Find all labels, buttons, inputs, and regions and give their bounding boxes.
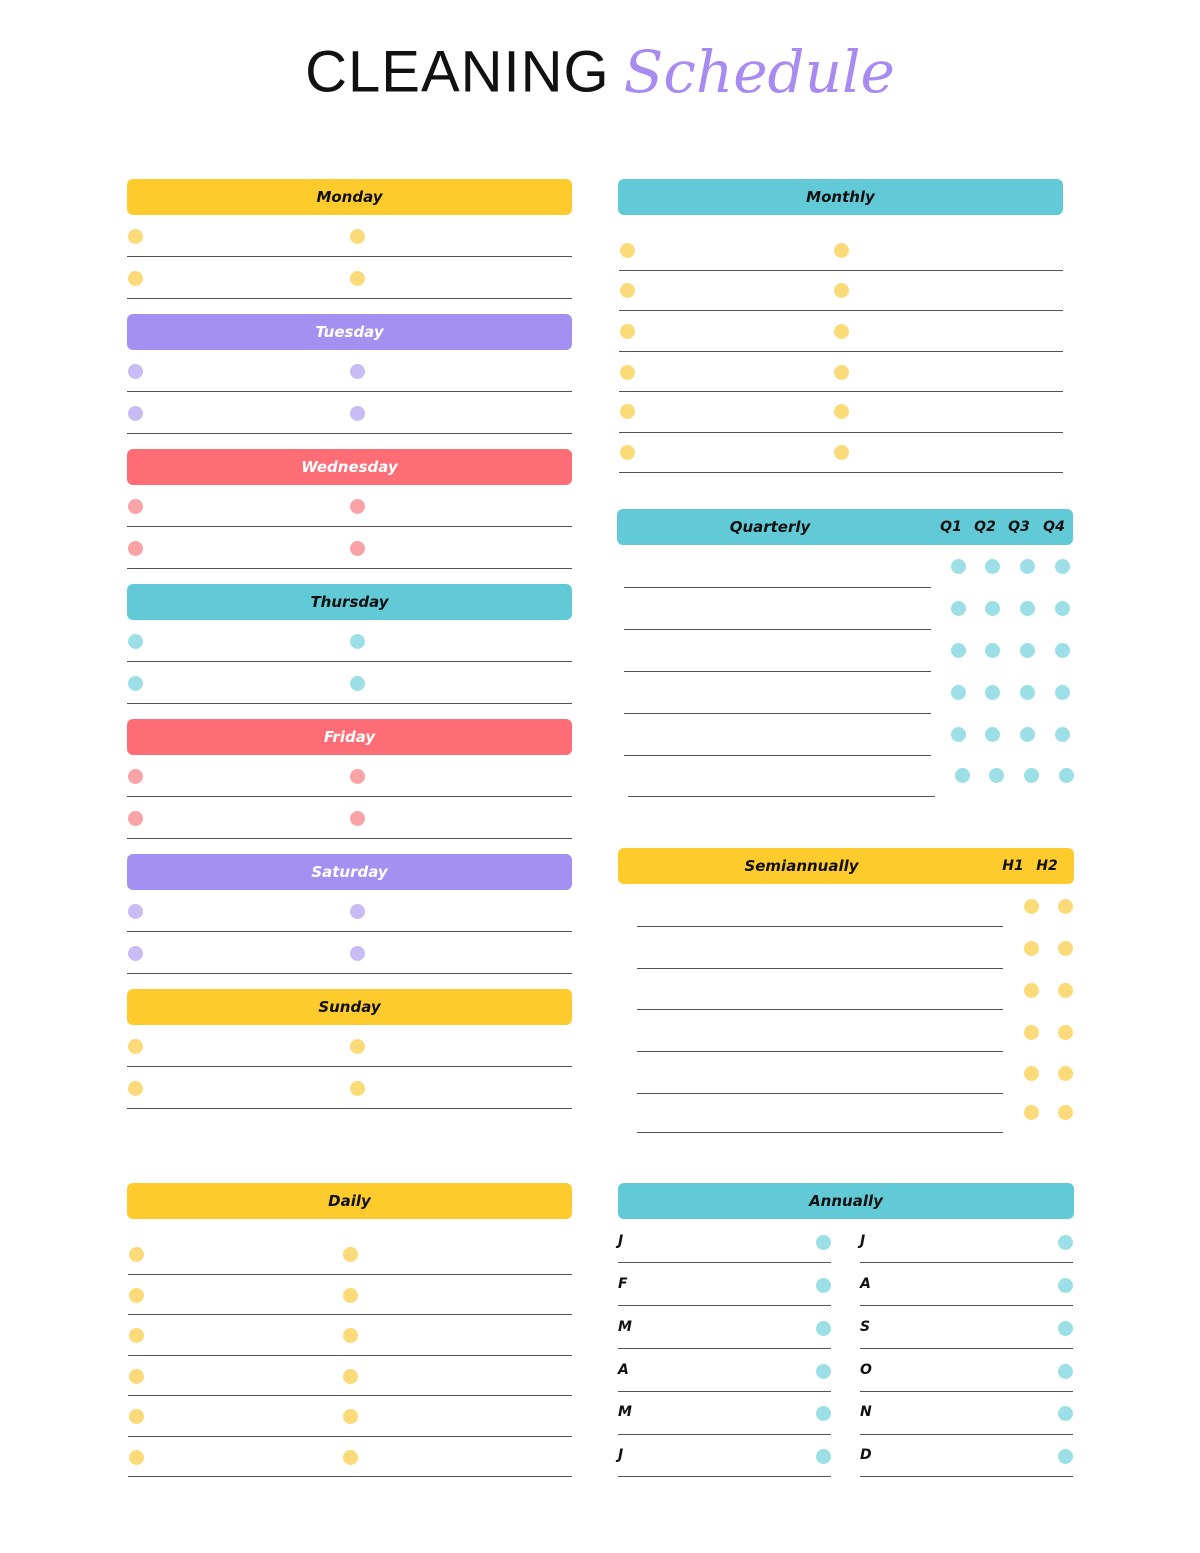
checkbox-dot[interactable] xyxy=(1024,983,1039,998)
weekday-label: Thursday xyxy=(310,593,389,611)
checkbox-dot[interactable] xyxy=(343,1247,358,1262)
writing-line[interactable] xyxy=(637,1093,1003,1094)
checkbox-dot[interactable] xyxy=(1058,1449,1073,1464)
month-initial: J xyxy=(618,1447,624,1463)
writing-line[interactable] xyxy=(860,1262,1073,1263)
writing-line[interactable] xyxy=(127,796,572,797)
quarter-q2: Q2 xyxy=(974,519,996,535)
writing-line[interactable] xyxy=(128,1476,572,1477)
writing-line[interactable] xyxy=(619,351,1063,352)
writing-line[interactable] xyxy=(860,1476,1073,1477)
writing-line[interactable] xyxy=(128,1436,572,1437)
writing-line[interactable] xyxy=(128,1274,572,1275)
checkbox-dot[interactable] xyxy=(620,365,635,380)
weekday-label: Tuesday xyxy=(315,323,384,341)
month-initial: J xyxy=(618,1233,624,1249)
month-initial: O xyxy=(860,1362,872,1378)
weekday-header-sunday xyxy=(127,989,572,1025)
checkbox-dot[interactable] xyxy=(1020,685,1035,700)
checkbox-dot[interactable] xyxy=(955,768,970,783)
writing-line[interactable] xyxy=(624,671,931,672)
checkbox-dot[interactable] xyxy=(350,364,365,379)
checkbox-dot[interactable] xyxy=(834,365,849,380)
semiannually-header xyxy=(618,848,1074,884)
checkbox-dot[interactable] xyxy=(128,499,143,514)
checkbox-dot[interactable] xyxy=(128,1039,143,1054)
checkbox-dot[interactable] xyxy=(816,1449,831,1464)
checkbox-dot[interactable] xyxy=(985,727,1000,742)
month-initial: A xyxy=(860,1276,871,1292)
checkbox-dot[interactable] xyxy=(1058,1235,1073,1250)
checkbox-dot[interactable] xyxy=(128,676,143,691)
checkbox-dot[interactable] xyxy=(129,1288,144,1303)
checkbox-dot[interactable] xyxy=(620,404,635,419)
checkbox-dot[interactable] xyxy=(1058,1406,1073,1421)
checkbox-dot[interactable] xyxy=(1058,1066,1073,1081)
month-initial: S xyxy=(860,1319,871,1335)
checkbox-dot[interactable] xyxy=(1020,559,1035,574)
checkbox-dot[interactable] xyxy=(128,1081,143,1096)
checkbox-dot[interactable] xyxy=(951,685,966,700)
writing-line[interactable] xyxy=(128,1395,572,1396)
checkbox-dot[interactable] xyxy=(128,271,143,286)
writing-line[interactable] xyxy=(128,1314,572,1315)
checkbox-dot[interactable] xyxy=(128,541,143,556)
checkbox-dot[interactable] xyxy=(834,445,849,460)
checkbox-dot[interactable] xyxy=(1059,768,1074,783)
checkbox-dot[interactable] xyxy=(1020,727,1035,742)
month-initial: N xyxy=(860,1404,872,1420)
checkbox-dot[interactable] xyxy=(128,364,143,379)
month-initial: D xyxy=(860,1447,872,1463)
writing-line[interactable] xyxy=(860,1305,1073,1306)
checkbox-dot[interactable] xyxy=(128,634,143,649)
writing-line[interactable] xyxy=(127,568,572,569)
checkbox-dot[interactable] xyxy=(350,1039,365,1054)
checkbox-dot[interactable] xyxy=(1058,1025,1073,1040)
daily-label: Daily xyxy=(328,1192,371,1210)
writing-line[interactable] xyxy=(128,1355,572,1356)
checkbox-dot[interactable] xyxy=(1058,1278,1073,1293)
writing-line[interactable] xyxy=(127,703,572,704)
writing-line[interactable] xyxy=(624,755,931,756)
half-h2: H2 xyxy=(1036,858,1058,874)
daily-header xyxy=(127,1183,572,1219)
checkbox-dot[interactable] xyxy=(985,643,1000,658)
checkbox-dot[interactable] xyxy=(350,946,365,961)
checkbox-dot[interactable] xyxy=(1024,899,1039,914)
checkbox-dot[interactable] xyxy=(1058,1321,1073,1336)
checkbox-dot[interactable] xyxy=(1058,1105,1073,1120)
writing-line[interactable] xyxy=(127,661,572,662)
checkbox-dot[interactable] xyxy=(1024,1025,1039,1040)
checkbox-dot[interactable] xyxy=(1024,941,1039,956)
writing-line[interactable] xyxy=(624,587,931,588)
writing-line[interactable] xyxy=(624,713,931,714)
quarter-q3: Q3 xyxy=(1008,519,1030,535)
checkbox-dot[interactable] xyxy=(834,283,849,298)
writing-line[interactable] xyxy=(127,1066,572,1067)
title-main: CLEANING xyxy=(305,39,610,105)
writing-line[interactable] xyxy=(618,1305,831,1306)
checkbox-dot[interactable] xyxy=(1020,601,1035,616)
checkbox-dot[interactable] xyxy=(620,283,635,298)
checkbox-dot[interactable] xyxy=(343,1409,358,1424)
checkbox-dot[interactable] xyxy=(1024,1066,1039,1081)
checkbox-dot[interactable] xyxy=(1055,643,1070,658)
writing-line[interactable] xyxy=(127,838,572,839)
writing-line[interactable] xyxy=(619,391,1063,392)
checkbox-dot[interactable] xyxy=(350,229,365,244)
checkbox-dot[interactable] xyxy=(620,324,635,339)
writing-line[interactable] xyxy=(619,432,1063,433)
writing-line[interactable] xyxy=(637,1009,1003,1010)
checkbox-dot[interactable] xyxy=(985,559,1000,574)
weekday-label: Wednesday xyxy=(301,458,398,476)
checkbox-dot[interactable] xyxy=(985,601,1000,616)
writing-line[interactable] xyxy=(127,931,572,932)
half-h1: H1 xyxy=(1002,858,1024,874)
checkbox-dot[interactable] xyxy=(350,499,365,514)
writing-line[interactable] xyxy=(619,270,1063,271)
monthly-header xyxy=(618,179,1063,215)
weekday-header-wednesday xyxy=(127,449,572,485)
writing-line[interactable] xyxy=(637,926,1003,927)
checkbox-dot[interactable] xyxy=(128,406,143,421)
checkbox-dot[interactable] xyxy=(350,676,365,691)
checkbox-dot[interactable] xyxy=(343,1288,358,1303)
checkbox-dot[interactable] xyxy=(1058,899,1073,914)
weekday-header-thursday xyxy=(127,584,572,620)
writing-line[interactable] xyxy=(624,629,931,630)
checkbox-dot[interactable] xyxy=(1055,559,1070,574)
checkbox-dot[interactable] xyxy=(350,634,365,649)
checkbox-dot[interactable] xyxy=(816,1364,831,1379)
checkbox-dot[interactable] xyxy=(951,643,966,658)
checkbox-dot[interactable] xyxy=(350,541,365,556)
writing-line[interactable] xyxy=(127,433,572,434)
writing-line[interactable] xyxy=(637,1132,1003,1133)
quarter-q4: Q4 xyxy=(1043,519,1065,535)
checkbox-dot[interactable] xyxy=(350,904,365,919)
quarterly-label: Quarterly xyxy=(729,518,811,536)
checkbox-dot[interactable] xyxy=(620,445,635,460)
writing-line[interactable] xyxy=(618,1434,831,1435)
writing-line[interactable] xyxy=(637,968,1003,969)
checkbox-dot[interactable] xyxy=(350,271,365,286)
writing-line[interactable] xyxy=(127,973,572,974)
checkbox-dot[interactable] xyxy=(128,946,143,961)
weekday-label: Sunday xyxy=(318,998,381,1016)
checkbox-dot[interactable] xyxy=(128,229,143,244)
checkbox-dot[interactable] xyxy=(816,1235,831,1250)
checkbox-dot[interactable] xyxy=(129,1247,144,1262)
weekday-label: Saturday xyxy=(311,863,388,881)
checkbox-dot[interactable] xyxy=(343,1369,358,1384)
writing-line[interactable] xyxy=(618,1262,831,1263)
checkbox-dot[interactable] xyxy=(1058,941,1073,956)
semiannually-label: Semiannually xyxy=(744,857,859,875)
writing-line[interactable] xyxy=(618,1391,831,1392)
checkbox-dot[interactable] xyxy=(951,727,966,742)
weekday-header-saturday xyxy=(127,854,572,890)
weekday-label: Friday xyxy=(323,728,376,746)
title-script: Schedule xyxy=(623,38,895,106)
writing-line[interactable] xyxy=(127,298,572,299)
checkbox-dot[interactable] xyxy=(951,601,966,616)
checkbox-dot[interactable] xyxy=(129,1328,144,1343)
writing-line[interactable] xyxy=(127,526,572,527)
monthly-label: Monthly xyxy=(806,188,875,206)
page-title xyxy=(0,38,1200,106)
weekday-header-friday xyxy=(127,719,572,755)
writing-line[interactable] xyxy=(619,472,1063,473)
month-initial: J xyxy=(860,1233,866,1249)
annually-label: Annually xyxy=(809,1192,883,1210)
checkbox-dot[interactable] xyxy=(816,1321,831,1336)
checkbox-dot[interactable] xyxy=(350,769,365,784)
checkbox-dot[interactable] xyxy=(129,1450,144,1465)
checkbox-dot[interactable] xyxy=(343,1450,358,1465)
checkbox-dot[interactable] xyxy=(1024,768,1039,783)
checkbox-dot[interactable] xyxy=(989,768,1004,783)
quarterly-header xyxy=(617,509,1073,545)
checkbox-dot[interactable] xyxy=(343,1328,358,1343)
weekday-label: Monday xyxy=(316,188,383,206)
month-initial: M xyxy=(618,1404,632,1420)
writing-line[interactable] xyxy=(637,1051,1003,1052)
checkbox-dot[interactable] xyxy=(350,406,365,421)
checkbox-dot[interactable] xyxy=(816,1278,831,1293)
writing-line[interactable] xyxy=(628,796,935,797)
checkbox-dot[interactable] xyxy=(620,243,635,258)
weekday-header-monday xyxy=(127,179,572,215)
checkbox-dot[interactable] xyxy=(985,685,1000,700)
checkbox-dot[interactable] xyxy=(350,1081,365,1096)
weekday-header-tuesday xyxy=(127,314,572,350)
checkbox-dot[interactable] xyxy=(951,559,966,574)
writing-line[interactable] xyxy=(618,1476,831,1477)
checkbox-dot[interactable] xyxy=(128,904,143,919)
checkbox-dot[interactable] xyxy=(816,1406,831,1421)
month-initial: M xyxy=(618,1319,632,1335)
checkbox-dot[interactable] xyxy=(128,769,143,784)
checkbox-dot[interactable] xyxy=(1020,643,1035,658)
writing-line[interactable] xyxy=(860,1391,1073,1392)
writing-line[interactable] xyxy=(619,310,1063,311)
annually-header xyxy=(618,1183,1074,1219)
checkbox-dot[interactable] xyxy=(1055,685,1070,700)
checkbox-dot[interactable] xyxy=(834,404,849,419)
writing-line[interactable] xyxy=(860,1434,1073,1435)
writing-line[interactable] xyxy=(860,1348,1073,1349)
checkbox-dot[interactable] xyxy=(1058,1364,1073,1379)
checkbox-dot[interactable] xyxy=(1055,727,1070,742)
checkbox-dot[interactable] xyxy=(129,1369,144,1384)
writing-line[interactable] xyxy=(127,391,572,392)
checkbox-dot[interactable] xyxy=(129,1409,144,1424)
checkbox-dot[interactable] xyxy=(1058,983,1073,998)
checkbox-dot[interactable] xyxy=(834,324,849,339)
checkbox-dot[interactable] xyxy=(350,811,365,826)
writing-line[interactable] xyxy=(127,256,572,257)
month-initial: A xyxy=(618,1362,629,1378)
month-initial: F xyxy=(618,1276,628,1292)
checkbox-dot[interactable] xyxy=(1024,1105,1039,1120)
checkbox-dot[interactable] xyxy=(834,243,849,258)
checkbox-dot[interactable] xyxy=(1055,601,1070,616)
checkbox-dot[interactable] xyxy=(128,811,143,826)
quarter-q1: Q1 xyxy=(940,519,962,535)
writing-line[interactable] xyxy=(618,1348,831,1349)
writing-line[interactable] xyxy=(127,1108,572,1109)
